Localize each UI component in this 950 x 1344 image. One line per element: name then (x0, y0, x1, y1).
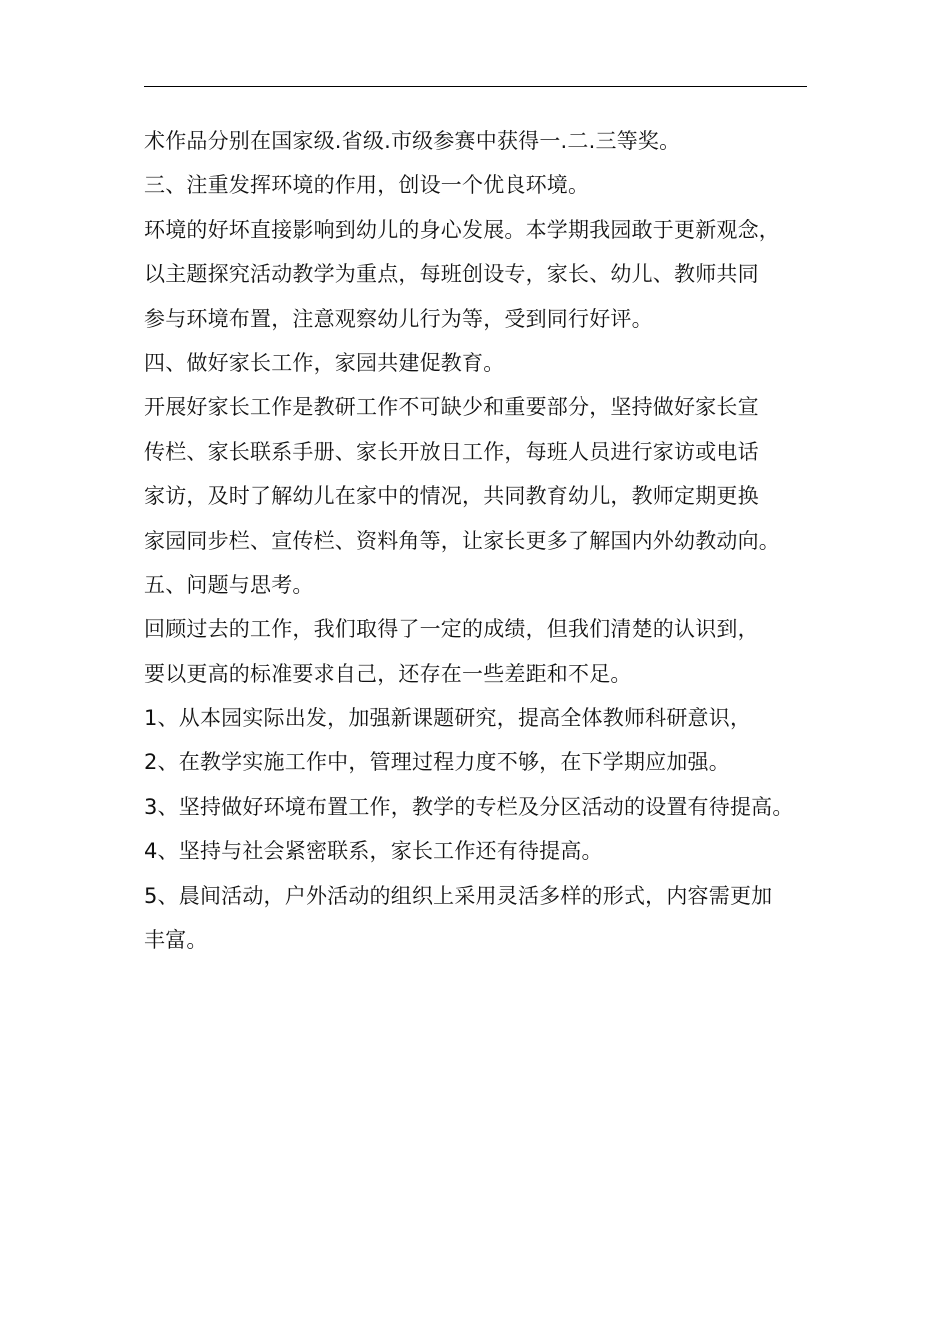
list-item-5: 5、晨间活动，户外活动的组织上采用灵活多样的形式，内容需更加 (144, 883, 773, 908)
document-body (144, 119, 824, 962)
text-line: 家访，及时了解幼儿在家中的情况，共同教育幼儿，教师定期更换 (144, 484, 759, 509)
section-heading-5: 五、问题与思考。 (144, 572, 314, 597)
section-heading-3: 三、注重发挥环境的作用，创设一个优良环境。 (144, 173, 590, 198)
text-line: 参与环境布置，注意观察幼儿行为等，受到同行好评。 (144, 306, 653, 331)
text-line: 要以更高的标准要求自己，还存在一些差距和不足。 (144, 661, 632, 686)
text-line: 以主题探究活动教学为重点，每班创设专，家长、幼儿、教师共同 (144, 262, 759, 287)
list-item-4: 4、坚持与社会紧密联系，家长工作还有待提高。 (144, 839, 603, 864)
text-line: 传栏、家长联系手册、家长开放日工作，每班人员进行家访或电话 (144, 439, 759, 464)
list-item-2: 2、在教学实施工作中，管理过程力度不够，在下学期应加强。 (144, 750, 730, 775)
text-line: 丰富。 (144, 928, 208, 953)
section-heading-4: 四、做好家长工作，家园共建促教育。 (144, 350, 505, 375)
text-line: 术作品分别在国家级.省级.市级参赛中获得一.二.三等奖。 (144, 129, 681, 153)
text-line: 家园同步栏、宣传栏、资料角等，让家长更多了解国内外幼教动向。 (144, 528, 780, 553)
header-rule (144, 86, 807, 87)
text-line: 环境的好坏直接影响到幼儿的身心发展。本学期我园敢于更新观念， (144, 217, 780, 242)
text-line: 开展好家长工作是教研工作不可缺少和重要部分，坚持做好家长宣 (144, 395, 759, 420)
list-item-1: 1、从本园实际出发，加强新课题研究，提高全体教师科研意识， (144, 706, 752, 731)
list-item-3: 3、坚持做好环境布置工作，教学的专栏及分区活动的设置有待提高。 (144, 794, 794, 819)
text-line: 回顾过去的工作，我们取得了一定的成绩，但我们清楚的认识到， (144, 617, 759, 642)
